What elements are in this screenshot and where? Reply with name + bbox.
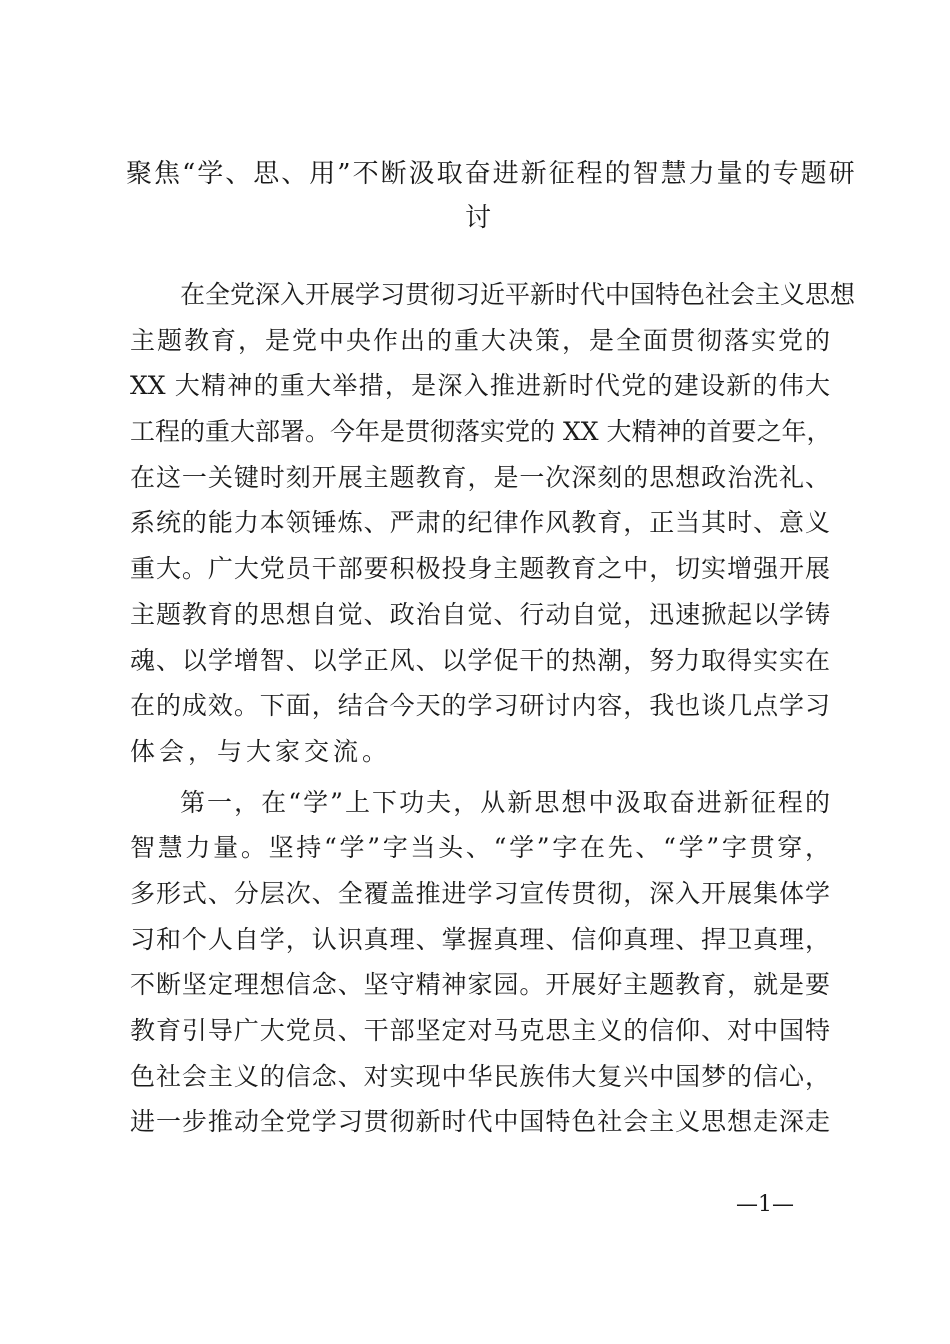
text-line: 在的成效。下面，结合今天的学习研讨内容，我也谈几点学习 <box>130 691 830 721</box>
text-line: 主题教育的思想自觉、政治自觉、行动自觉，迅速掀起以学铸 <box>130 599 830 629</box>
text-line: 在这一关键时刻开展主题教育，是一次深刻的思想政治洗礼、 <box>130 462 830 492</box>
document-title <box>126 152 857 240</box>
page-number: —1— <box>736 1192 794 1217</box>
text-line: 色社会主义的信念、对实现中华民族伟大复兴中国梦的信心， <box>130 1061 830 1091</box>
text-line: 第一，在“学”上下功夫，从新思想中汲取奋进新征程的 <box>180 787 830 817</box>
text-line: 体会，与大家交流。 <box>130 736 392 766</box>
text-line: 主题教育，是党中央作出的重大决策，是全面贯彻落实党的 <box>130 325 830 355</box>
text-line: 不断坚定理想信念、坚守精神家园。开展好主题教育，就是要 <box>130 970 830 1000</box>
paragraph-2 <box>130 780 830 1146</box>
paragraph-1 <box>130 272 856 775</box>
text-line: 重大。广大党员干部要积极投身主题教育之中，切实增强开展 <box>130 554 830 584</box>
text-line: 在全党深入开展学习贯彻习近平新时代中国特色社会主义思想 <box>180 280 856 309</box>
text-line: 系统的能力本领锤炼、严肃的纪律作风教育，正当其时、意义 <box>130 508 830 538</box>
text-line: XX 大精神的重大举措，是深入推进新时代党的建设新的伟大 <box>130 371 830 401</box>
text-line: 多形式、分层次、全覆盖推进学习宣传贯彻，深入开展集体学 <box>130 878 830 908</box>
text-line: 教育引导广大党员、干部坚定对马克思主义的信仰、对中国特 <box>130 1016 830 1045</box>
title-line: 聚焦“学、思、用”不断汲取奋进新征程的智慧力量的专题研 <box>126 159 857 189</box>
text-line: 魂、以学增智、以学正风、以学促干的热潮，努力取得实实在 <box>130 645 830 675</box>
text-line: 习和个人自学，认识真理、掌握真理、信仰真理、捍卫真理， <box>130 924 830 954</box>
text-line: 智慧力量。坚持“学”字当头、“学”字在先、“学”字贯穿， <box>130 833 830 863</box>
text-line: 进一步推动全党学习贯彻新时代中国特色社会主义思想走深走 <box>130 1107 830 1137</box>
title-line: 讨 <box>464 203 493 233</box>
text-line: 工程的重大部署。今年是贯彻落实党的 XX 大精神的首要之年， <box>130 417 832 447</box>
document-body <box>130 272 856 1150</box>
